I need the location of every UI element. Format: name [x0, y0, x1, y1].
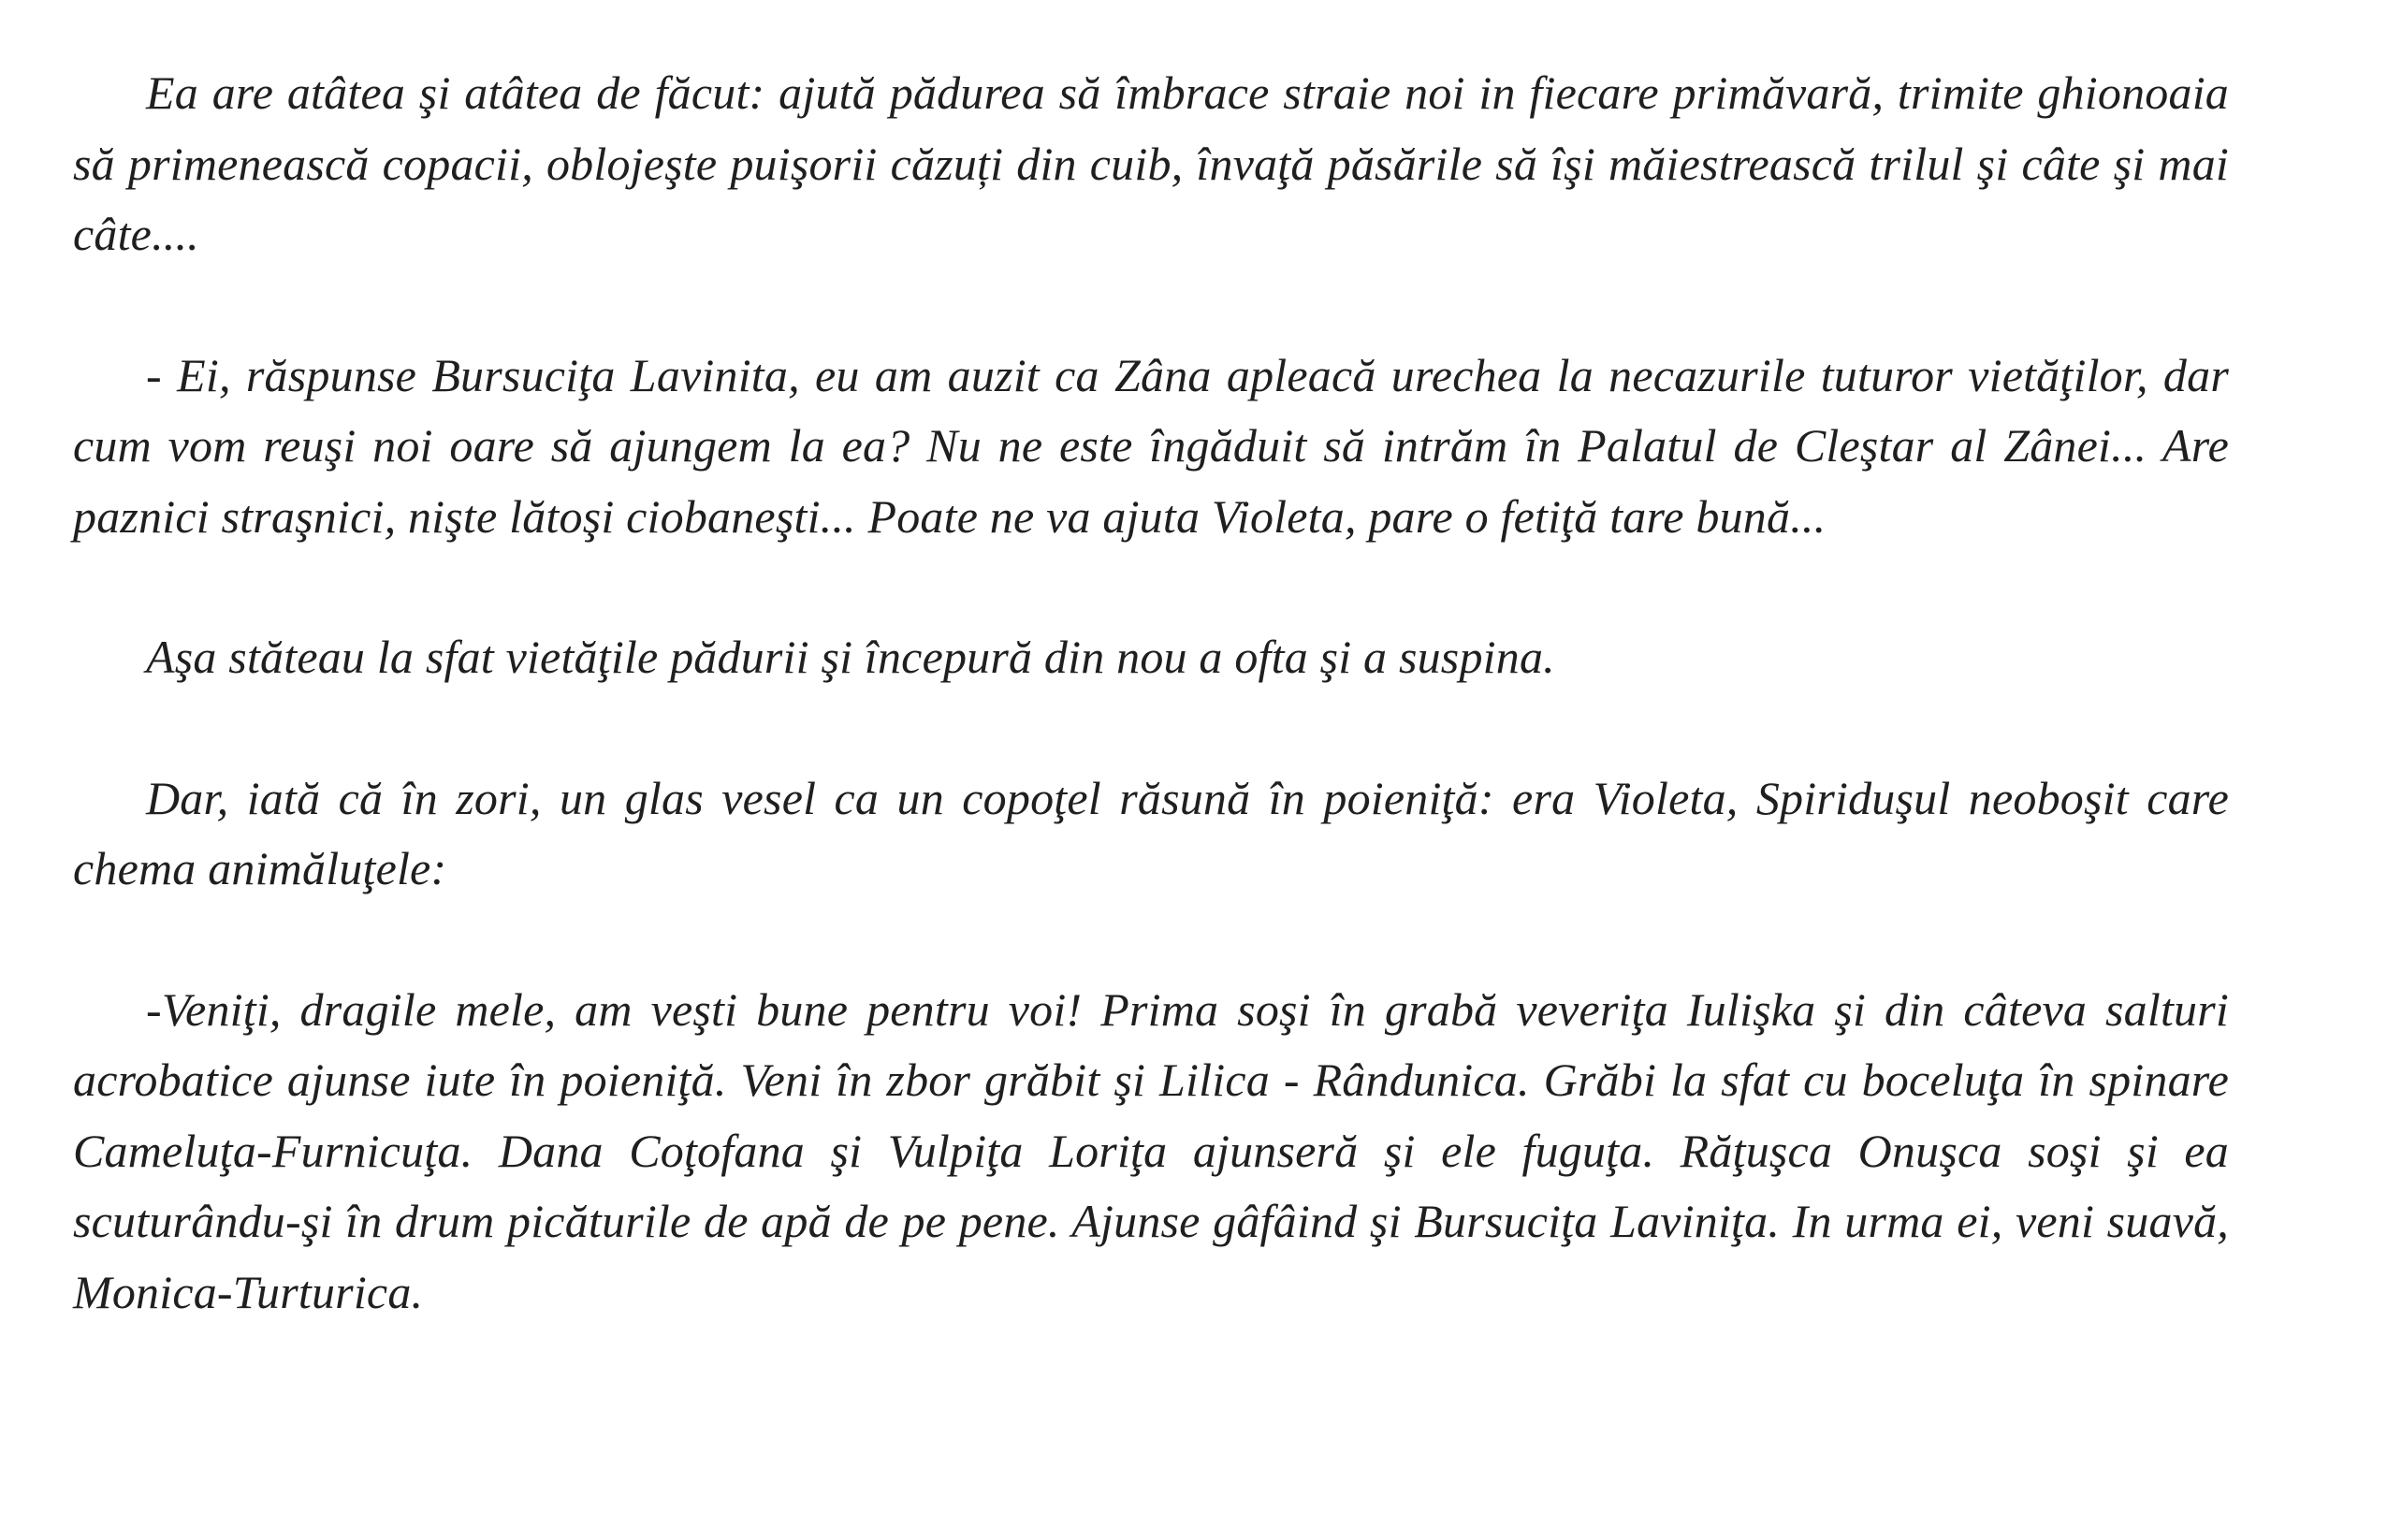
paragraph-4: Dar, iată că în zori, un glas vesel ca un copoţel răsună în poieniţă: era Violeta, Spiriduşul neoboşit care chema animăluţele:: [73, 771, 2229, 894]
paragraph-1: Ea are atâtea şi atâtea de făcut: ajută pădurea să îmbrace straie noi in fiecare primăvară, trimite ghionoaia să primenească copacii, oblojeşte puişorii căzuți din cuib, învaţă păsările să îşi măiestrească trilul şi câte şi mai câte....: [73, 66, 2229, 260]
paragraph-3: Aşa stăteau la sfat vietăţile pădurii şi începură din nou a ofta şi a suspina.: [146, 631, 1555, 683]
document-page: [73, 58, 2229, 1328]
paragraph-2: - Ei, răspunse Bursuciţa Lavinita, eu am auzit ca Zâna apleacă urechea la necazurile tuturor vietăţilor, dar cum vom reuşi noi oare să ajungem la ea? Nu ne este îngăduit să intrăm în Palatul de Cleştar al Zânei... Are paznici straşnici, nişte lătoşi ciobaneşti... Poate ne va ajuta Violeta, pare o fetiţă tare bună...: [73, 348, 2229, 543]
paragraph-5: -Veniţi, dragile mele, am veşti bune pentru voi! Prima soşi în grabă veveriţa Iulişka şi din câteva salturi acrobatice ajunse iute în poieniţă. Veni în zbor grăbit şi Lilica - Rândunica. Grăbi la sfat cu boceluţa în spinare Cameluţa-Furnicuţa. Dana Coţofana şi Vulpiţa Loriţa ajunseră şi ele fuguţa. Răţuşca Onuşca soşi şi ea scuturându-şi în drum picăturile de apă de pe pene. Ajunse gâfâind şi Bursuciţa Laviniţa. In urma ei, veni suavă, Monica-Turturica.: [73, 982, 2229, 1318]
